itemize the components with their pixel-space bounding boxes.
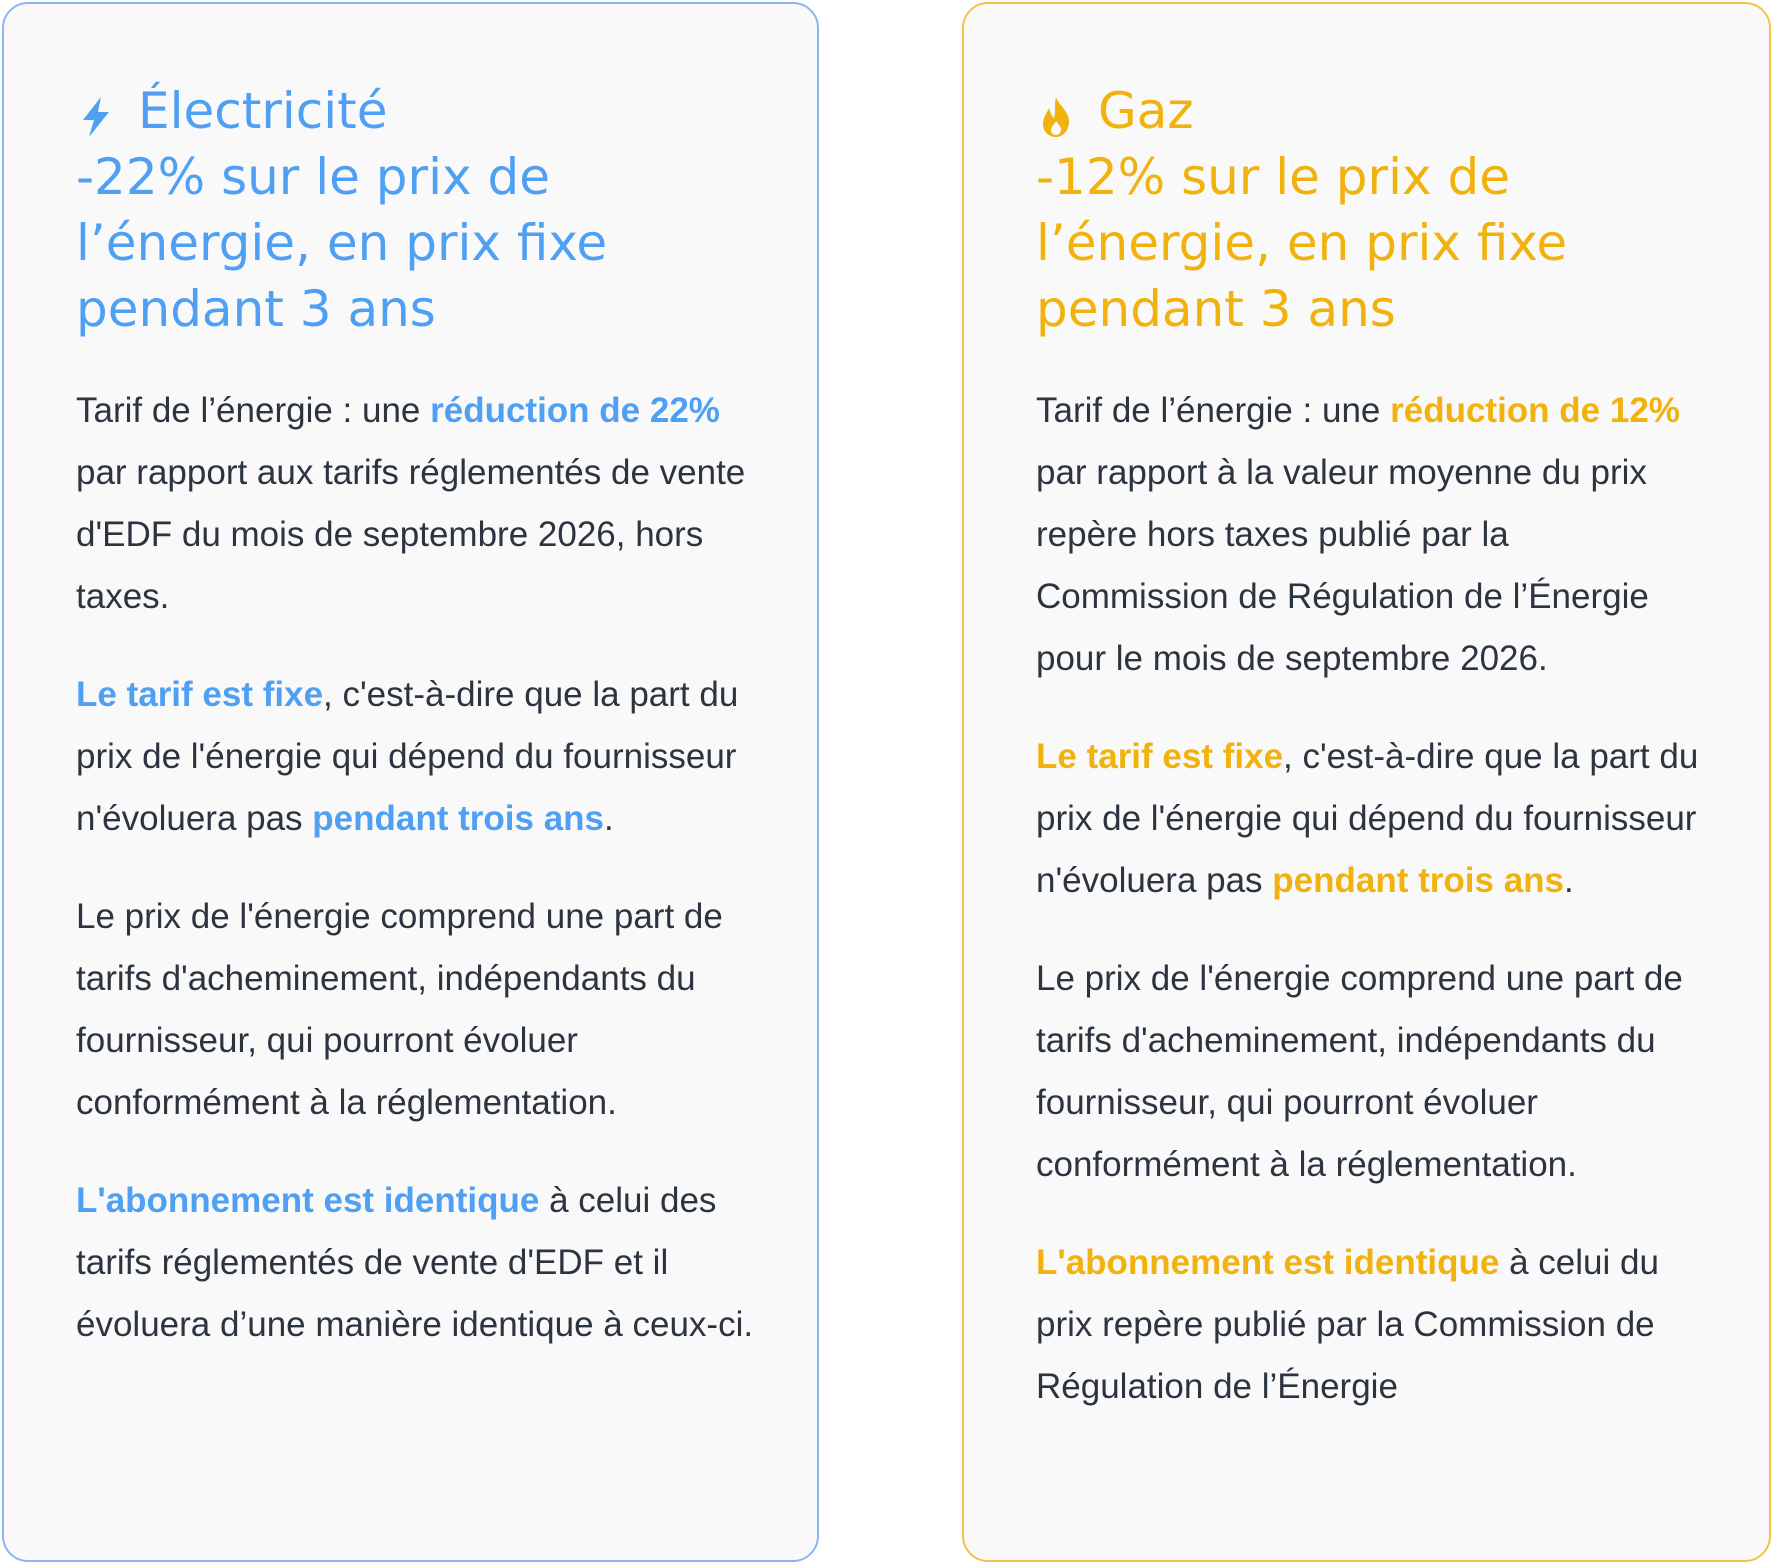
electricite-tarif-paragraph xyxy=(76,380,757,628)
highlight-abonnement: L'abonnement est identique xyxy=(1036,1243,1500,1282)
text-segment: . xyxy=(604,799,614,838)
lightning-bolt-icon xyxy=(76,89,116,133)
text-segment: , c'est-à-dire que la part du prix de l'énergie qui dépend du fournisseur n'évoluera pas xyxy=(1036,737,1699,900)
highlight-tarif-fixe: Le tarif est fixe xyxy=(76,675,324,714)
text-segment: à celui des tarifs réglementés de vente d'EDF et il évoluera d’une manière identique à ceux-ci. xyxy=(76,1181,754,1344)
highlight-abonnement: L'abonnement est identique xyxy=(76,1181,540,1220)
gaz-fixed-price-paragraph xyxy=(1036,726,1709,912)
gaz-acheminement-paragraph: Le prix de l'énergie comprend une part de tarifs d'acheminement, indépendants du fournisseur, qui pourront évoluer conformément à la réglementation. xyxy=(1036,959,1683,1184)
highlight-duration: pendant trois ans xyxy=(1272,861,1565,900)
electricite-card-title xyxy=(76,78,757,144)
text-segment: Tarif de l’énergie : une xyxy=(76,391,431,430)
flame-icon xyxy=(1036,89,1076,133)
electricite-offer-card xyxy=(2,2,819,1562)
electricite-headline: -22% sur le prix de l’énergie, en prix fixe pendant 3 ans xyxy=(76,148,608,338)
text-segment: . xyxy=(1564,861,1574,900)
electricite-fixed-price-paragraph xyxy=(76,664,757,850)
highlight-tarif-fixe: Le tarif est fixe xyxy=(1036,737,1284,776)
electricite-acheminement-paragraph: Le prix de l'énergie comprend une part de tarifs d'acheminement, indépendants du fournisseur, qui pourront évoluer conformément à la réglementation. xyxy=(76,897,723,1122)
gaz-title-text: Gaz xyxy=(1098,82,1194,140)
text-segment: Tarif de l’énergie : une xyxy=(1036,391,1391,430)
text-segment: par rapport aux tarifs réglementés de vente d'EDF du mois de septembre 2026, hors taxes. xyxy=(76,453,746,616)
highlight-duration: pendant trois ans xyxy=(312,799,605,838)
gaz-card-header xyxy=(1036,78,1709,342)
gaz-card-title xyxy=(1036,78,1709,144)
text-segment: par rapport à la valeur moyenne du prix repère hors taxes publié par la Commission de Régulation de l’Énergie pour le mois de septembre 2026. xyxy=(1036,453,1649,678)
text-segment: , c'est-à-dire que la part du prix de l'énergie qui dépend du fournisseur n'évoluera pas xyxy=(76,675,739,838)
electricite-card-header xyxy=(76,78,757,342)
text-segment: à celui du prix repère publié par la Commission de Régulation de l’Énergie xyxy=(1036,1243,1659,1406)
gaz-abonnement-paragraph xyxy=(1036,1232,1709,1418)
gaz-headline: -12% sur le prix de l’énergie, en prix fixe pendant 3 ans xyxy=(1036,148,1568,338)
electricite-abonnement-paragraph xyxy=(76,1170,757,1356)
gaz-tarif-paragraph xyxy=(1036,380,1709,690)
gaz-offer-card xyxy=(962,2,1771,1562)
highlight-reduction: réduction de 12% xyxy=(1390,391,1680,430)
highlight-reduction: réduction de 22% xyxy=(430,391,720,430)
electricite-title-text: Électricité xyxy=(138,82,388,140)
